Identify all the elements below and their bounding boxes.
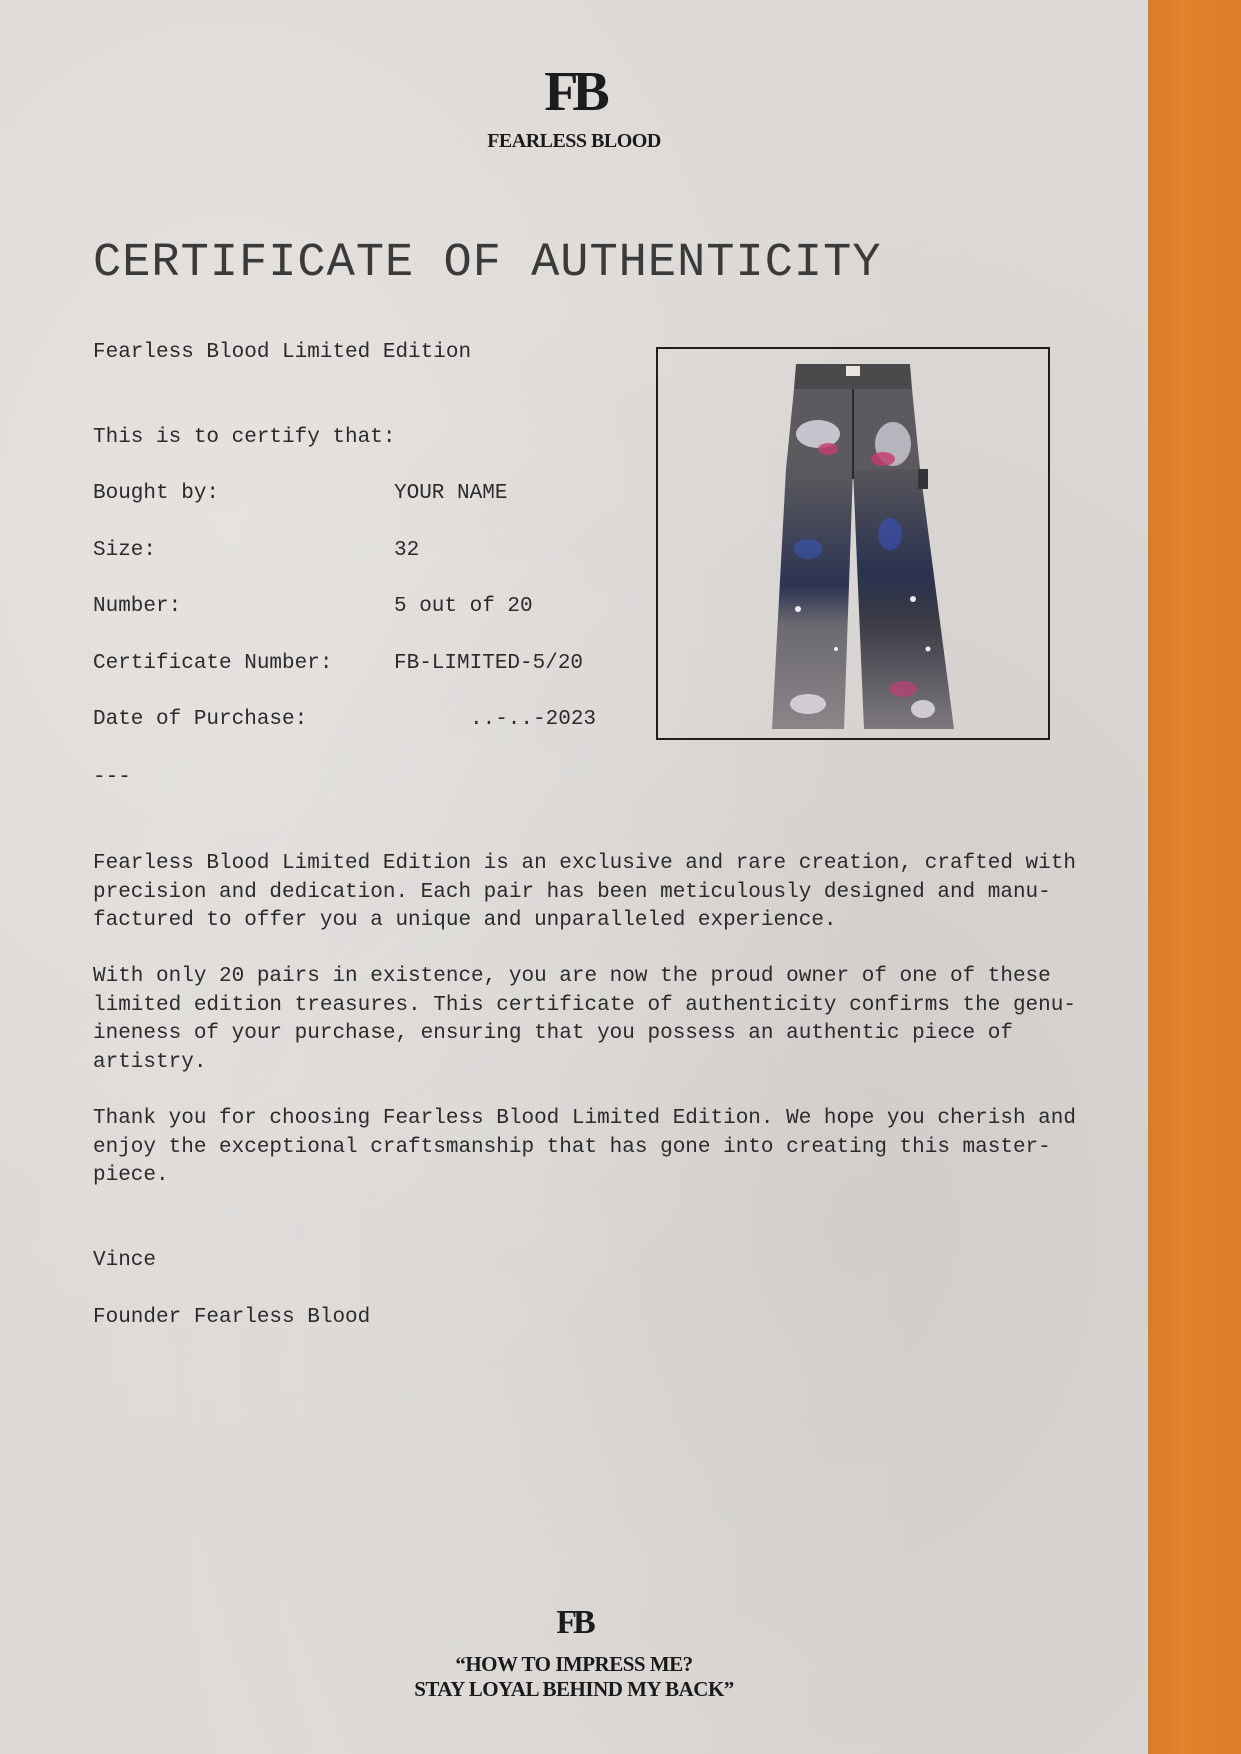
field-value-buyer: YOUR NAME: [394, 482, 508, 505]
certify-line: This is to certify that:: [93, 426, 396, 449]
product-photo: [656, 347, 1050, 740]
field-label: Number:: [93, 595, 182, 618]
field-label: Bought by:: [93, 482, 220, 505]
paragraph-thanks: Thank you for choosing Fearless Blood Limited Edition. We hope you cherish and enjoy the exceptional craftsmanship that has gone into creating this master- piece.: [93, 1107, 1076, 1188]
paragraph-intro: Fearless Blood Limited Edition is an exclusive and rare creation, crafted with precision and dedication. Each pair has been meticulously designed and manu- factured to offer you a unique and unparalleled experience.: [93, 852, 1076, 933]
divider: ---: [93, 766, 131, 789]
field-label: Date of Purchase:: [93, 708, 308, 731]
field-value-size: 32: [394, 539, 420, 562]
brand-logo-mark: FB: [544, 61, 604, 123]
edition-line: Fearless Blood Limited Edition: [93, 341, 472, 364]
field-label: Size:: [93, 539, 157, 562]
field-value-date: ..-..-2023: [470, 708, 597, 731]
accent-stripe: [1148, 0, 1241, 1754]
field-value-certificate-number: FB-LIMITED-5/20: [394, 652, 584, 675]
paragraph-ownership: With only 20 pairs in existence, you are now the proud owner of one of these limited edition treasures. This certificate of authenticity confirms the genu- ineness of your purchase, ensuring that you possess an authentic piece of artistry.: [93, 965, 1076, 1074]
footer-logo-mark: FB: [556, 1604, 592, 1641]
jeans-image: [658, 349, 1048, 738]
footer-quote-line-1: “HOW TO IMPRESS ME?: [455, 1652, 693, 1676]
field-value-number: 5 out of 20: [394, 595, 533, 618]
field-label: Certificate Number:: [93, 652, 333, 675]
certificate-title: CERTIFICATE OF AUTHENTICITY: [93, 237, 882, 290]
brand-name: FEARLESS BLOOD: [487, 130, 661, 152]
signature-title: Founder Fearless Blood: [93, 1306, 371, 1329]
signature-name: Vince: [93, 1249, 157, 1272]
footer-quote-line-2: STAY LOYAL BEHIND MY BACK”: [414, 1677, 734, 1701]
